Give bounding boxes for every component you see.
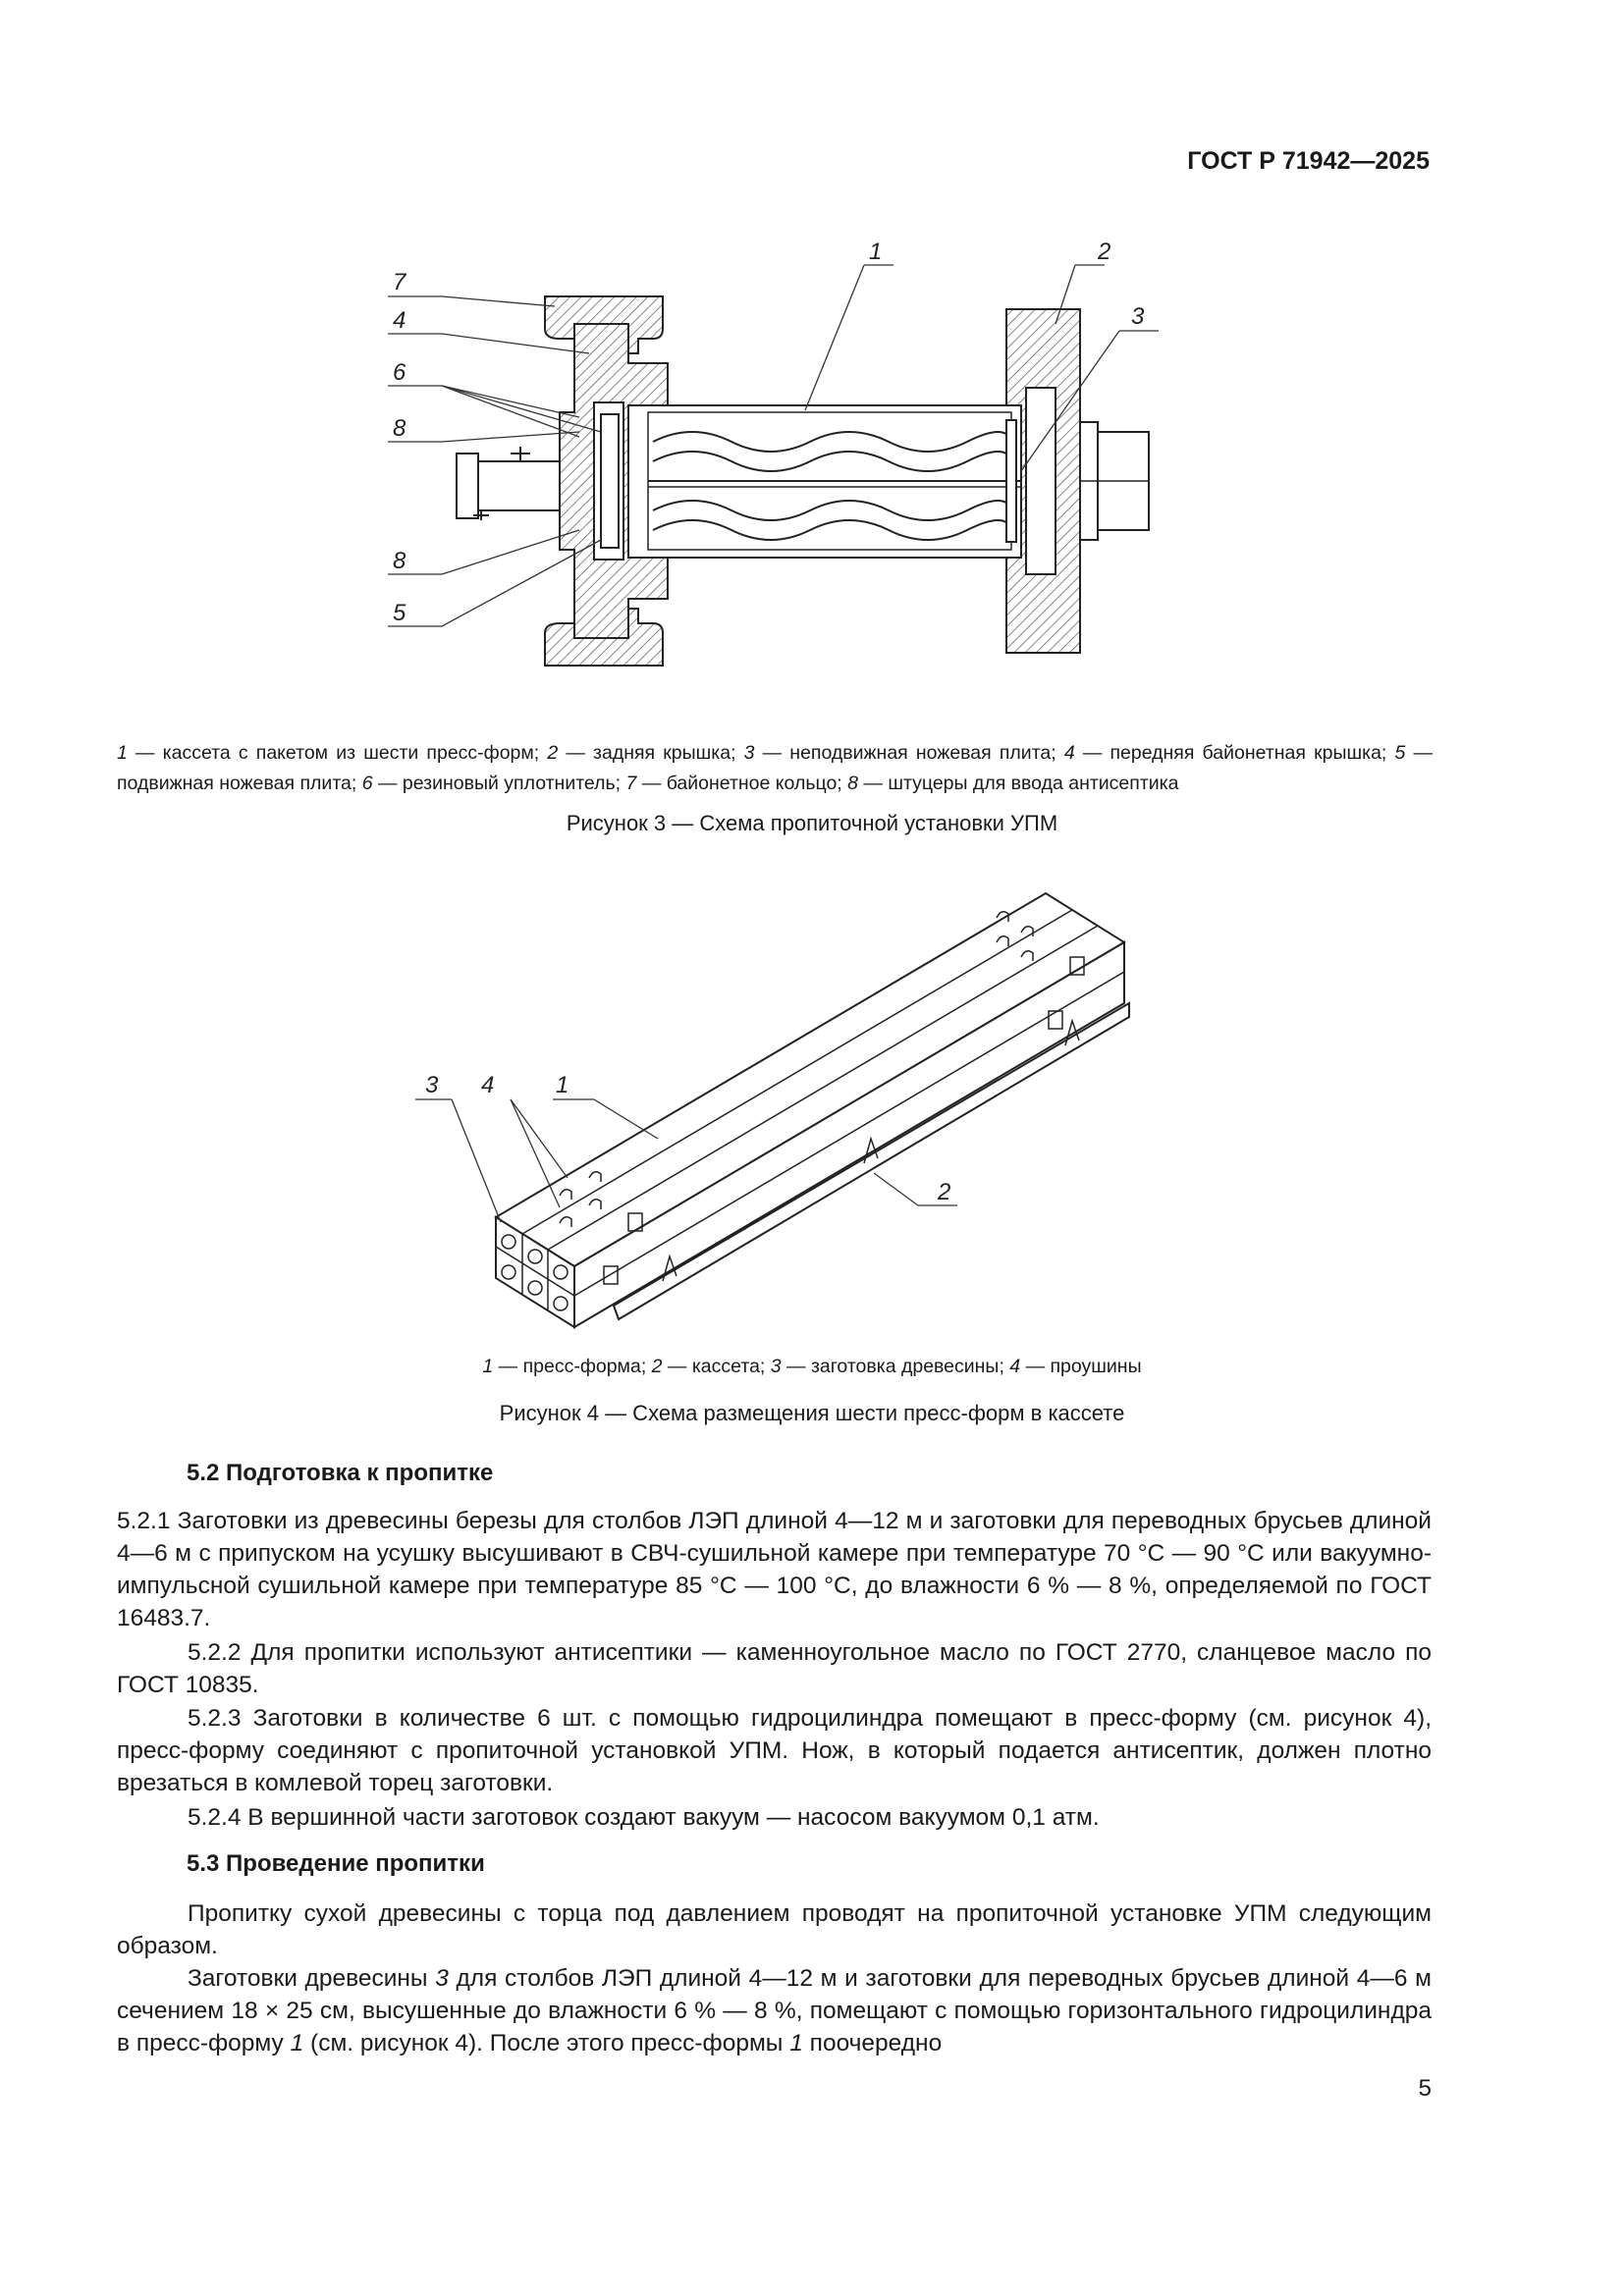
figure-4-legend: 1 — пресс-форма; 2 — кассета; 3 — заготовка древесины; 4 — проушины	[482, 1356, 1142, 1377]
figure-4-drawing	[0, 864, 1624, 1335]
paragraph-5-2-3: 5.2.3 Заготовки в количестве 6 шт. с помощью гидроцилиндра помещают в пресс-форму (см. рисунок 4), пресс-форму соединяют с пропиточной установкой УПМ. Нож, в который подается антисептик, должен плотно врезаться в комлевой торец заготовки.	[117, 1705, 1432, 1796]
paragraph-5-3-intro: Пропитку сухой древесины с торца под давлением проводят на пропиточной установке УПМ следующим образом.	[117, 1900, 1432, 1959]
callout-8-top: 8	[393, 415, 406, 442]
movable-knife-plate	[601, 414, 619, 548]
fixed-knife-plate	[1006, 420, 1016, 542]
standard-designation: ГОСТ Р 71942—2025	[1187, 147, 1430, 175]
callout-3: 3	[1131, 303, 1145, 330]
paragraph-5-2-1: 5.2.1 Заготовки из древесины березы для столбов ЛЭП длиной 4—12 м и заготовки для переводных брусьев длиной 4—6 м с припуском на усушку высушивают в СВЧ-сушильной камере при температуре 70 °С — 90 °С или вакуумно-импульсной сушильной камере при температуре 85 °С — 100 °С, до влажности 6 % — 8 %, определяемой по ГОСТ 16483.7.	[117, 1508, 1432, 1631]
callout-2: 2	[1098, 239, 1111, 265]
callout-6: 6	[393, 359, 406, 386]
figure-3-caption: Рисунок 3 — Схема пропиточной установки УПМ	[566, 811, 1058, 835]
callout-4: 4	[481, 1072, 495, 1098]
callout-8-bottom: 8	[393, 548, 406, 574]
paragraph-5-2-2: 5.2.2 Для пропитки используют антисептики — каменноугольное масло по ГОСТ 2770, сланцевое масло по ГОСТ 10835.	[117, 1639, 1432, 1698]
callout-4: 4	[393, 307, 406, 334]
callout-1: 1	[869, 239, 883, 265]
callout-2: 2	[938, 1179, 951, 1205]
callout-3: 3	[425, 1072, 439, 1098]
press-form-top	[496, 893, 1124, 1266]
callout-1: 1	[556, 1072, 569, 1098]
rear-cover-insert	[1026, 388, 1056, 574]
figure-4-caption: Рисунок 4 — Схема размещения шести пресс-форм в кассете	[499, 1401, 1125, 1425]
section-5-3-heading: 5.3 Проведение пропитки	[187, 1850, 485, 1877]
callout-7: 7	[393, 269, 406, 295]
page-number: 5	[1418, 2075, 1432, 2102]
paragraph-5-2-4: 5.2.4 В вершинной части заготовок создают вакуум — насосом вакуумом 0,1 атм.	[188, 1804, 1100, 1831]
section-5-2-heading: 5.2 Подготовка к пропитке	[187, 1460, 494, 1486]
paragraph-5-3-body: Заготовки древесины 3 для столбов ЛЭП длиной 4—12 м и заготовки для переводных брусьев длиной 4—6 м сечением 18 × 25 см, высушенные до влажности 6 % — 8 %, помещают с помощью горизонтального гидроцилиндра в пресс-форму 1 (см. рисунок 4). После этого пресс-формы 1 поочередно	[117, 1965, 1432, 2056]
figure-3-legend: 1 — кассета с пакетом из шести пресс-форм; 2 — задняя крышка; 3 — неподвижная ножевая плита; 4 — передняя байонетная крышка; 5 — подвижная ножевая плита; 6 — резиновый уплотнитель; 7 — байонетное кольцо; 8 — штуцеры для ввода антисептика	[117, 742, 1433, 794]
callout-5: 5	[393, 600, 406, 626]
figure-3-drawing	[0, 226, 1624, 687]
